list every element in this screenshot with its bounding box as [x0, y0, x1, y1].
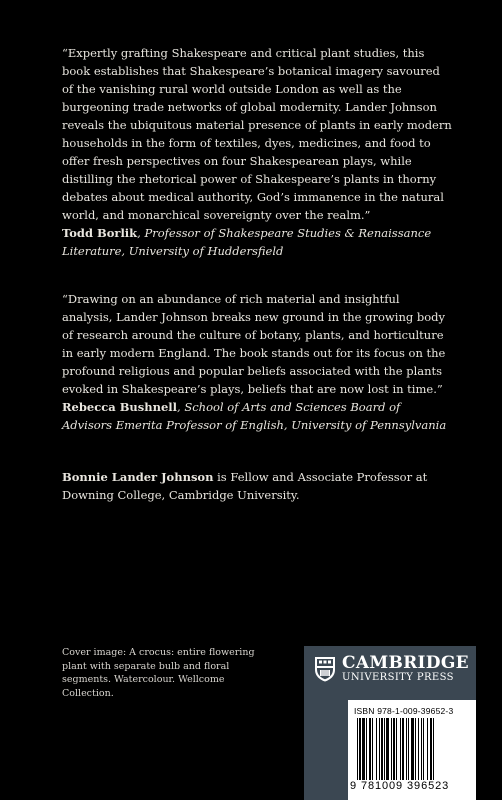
cover-image-credit: Cover image: A crocus: entire flowering plant with separate bulb and floral segments. Watercolour. Wellcome Collection.	[62, 647, 255, 699]
endorsement-borlik	[62, 44, 452, 260]
barcode-bars	[356, 718, 460, 780]
endorsement-attribution	[62, 398, 452, 434]
endorsement-quote: “Drawing on an abundance of rich material and insightful analysis, Lander Johnson breaks new ground in the growing body of research around the culture of botany, plants, and horticulture in early modern England. The book stands out for its focus on the profound religious and popular beliefs associated with the plants evoked in Shakespeare’s plays, beliefs that are now lost in time.”	[62, 292, 446, 396]
endorsement-quote: “Expertly grafting Shakespeare and critical plant studies, this book establishes that Shakespeare’s botanical imagery savoured of the vanishing rural world outside London as well as the burgeoning trade networks of global modernity. Lander Johnson reveals the ubiquitous material presence of plants in early modern households in the form of textiles, dyes, medicines, and food to offer fresh perspectives on four Shakespearean plays, while distilling the rhetorical power of Shakespeare’s plants in thorny debates about medical authority, God’s immanence in the natural world, and monarchical sovereignty over the realm.”	[62, 46, 452, 222]
publisher-name: CAMBRIDGE	[342, 653, 469, 673]
cambridge-crest-icon	[314, 656, 336, 682]
isbn-number: ISBN 978-1-009-39652-3	[354, 706, 454, 716]
endorser-affiliation: , Professor of Shakespeare Studies & Renaissance Literature, University of Huddersfield	[62, 226, 432, 258]
barcode-label	[348, 700, 476, 800]
author-bio-text: is Fellow and Associate Professor at Downing College, Cambridge University.	[62, 470, 428, 502]
publisher-panel	[304, 646, 476, 800]
endorser-affiliation: , School of Arts and Sciences Board of Advisors Emerita Professor of English, University of Pennsylvania	[62, 400, 447, 432]
endorser-name: Todd Borlik	[62, 226, 138, 240]
barcode-digits: 9 781009 396523	[350, 780, 450, 792]
publisher-logo	[314, 654, 469, 684]
endorser-name: Rebecca Bushnell	[62, 400, 178, 414]
endorsement-bushnell	[62, 290, 452, 434]
author-name: Bonnie Lander Johnson	[62, 470, 214, 484]
endorsement-attribution	[62, 224, 452, 260]
author-bio	[62, 468, 452, 504]
publisher-subname: UNIVERSITY PRESS	[342, 672, 454, 683]
